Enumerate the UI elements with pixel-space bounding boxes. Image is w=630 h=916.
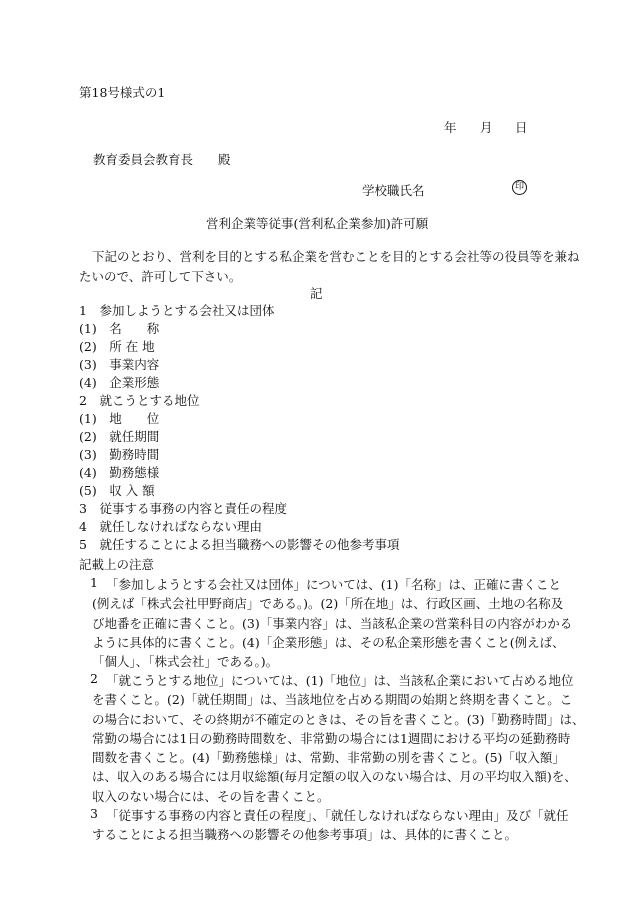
list-item: 4 就任しなければならない理由 bbox=[79, 519, 262, 534]
date-month: 月 bbox=[480, 120, 493, 135]
list-item: (5) 収 入 額 bbox=[79, 483, 155, 498]
list-item: (2) 就任期間 bbox=[79, 429, 160, 444]
note-line: 「参加しようとする会社又は団体」については、(1)「名称」は、正確に書くこと bbox=[106, 577, 561, 592]
intro-line: たいので、許可して下さい。 bbox=[79, 269, 242, 284]
list-item: (4) 勤務態様 bbox=[79, 465, 160, 480]
note-line: 常勤の場合には1日の勤務時間数を、非常勤の場合には1週間における平均の延勤務時 bbox=[92, 730, 571, 746]
list-item: (4) 企業形態 bbox=[79, 375, 160, 390]
intro-line: 下記のとおり、営利を目的とする私企業を営むことを目的とする会社等の役員等を兼ね bbox=[92, 249, 580, 264]
addressee: 教育委員会教育長 殿 bbox=[93, 152, 231, 167]
list-item: (2) 所 在 地 bbox=[79, 339, 155, 354]
list-item: (1) 地 位 bbox=[79, 411, 160, 426]
note-line: (例えば「株式会社甲野商店」である。)。(2)「所在地」は、行政区画、土地の名称及 bbox=[92, 596, 564, 612]
date-year: 年 bbox=[444, 120, 457, 135]
note-line: 収入のない場合には、その旨を書くこと。 bbox=[92, 788, 330, 804]
note-number: 1 bbox=[90, 575, 98, 590]
seal-mark: 印 bbox=[512, 180, 527, 195]
note-number: 3 bbox=[90, 806, 98, 821]
document-title: 営利企業等従事(営利私企業参加)許可願 bbox=[206, 216, 429, 231]
note-body bbox=[92, 575, 573, 671]
note-line: することによる担当職務への影響その他参考事項」は、具体的に書くこと。 bbox=[92, 827, 518, 843]
list-item: (1) 名 称 bbox=[79, 321, 160, 336]
applicant-label: 学校職氏名 bbox=[362, 183, 425, 198]
note-body bbox=[92, 806, 569, 845]
list-item: 5 就任することによる担当職務への影響その他参考事項 bbox=[79, 537, 400, 552]
list-item: 3 従事する事務の内容と責任の程度 bbox=[79, 501, 287, 516]
list-item: 2 就こうとする地位 bbox=[79, 393, 200, 408]
note-line: ように具体的に書くこと。(4)「企業形態」は、その私企業形態を書くこと(例えば、 bbox=[92, 634, 565, 650]
list-item: (3) 勤務時間 bbox=[79, 447, 160, 462]
note-line: の場合において、その終期が不確定のときは、その旨を書くこと。(3)「勤務時間」は、 bbox=[92, 711, 585, 727]
form-number: 第18号様式の1 bbox=[79, 85, 166, 100]
list-item: 1 参加しようとする会社又は団体 bbox=[79, 303, 275, 318]
list-item: (3) 事業内容 bbox=[79, 357, 160, 372]
date-day: 日 bbox=[515, 120, 528, 135]
note-line: び地番を正確に書くこと。(3)「事業内容」は、当該私企業の営業科目の内容がわかる bbox=[92, 615, 573, 631]
ki-heading: 記 bbox=[310, 286, 323, 301]
note-body bbox=[92, 671, 585, 806]
note-line: 「個人」、「株式会社」である。)。 bbox=[92, 654, 279, 670]
note-line: は、収入のある場合には月収総額(毎月定額の収入のない場合は、月の平均収入額)を、 bbox=[92, 769, 577, 785]
note-line: を書くこと。(2)「就任期間」は、当該地位を占める期間の始期と終期を書くこと。こ bbox=[92, 692, 573, 708]
note-line: 間数を書くこと。(4)「勤務態様」は、常勤、非常勤の別を書くこと。(5)「収入額」 bbox=[92, 750, 565, 766]
note-line: 「従事する事務の内容と責任の程度」、「就任しなければならない理由」及び「就任 bbox=[106, 808, 569, 823]
note-number: 2 bbox=[90, 671, 98, 686]
intro-paragraph bbox=[79, 247, 580, 287]
notes-heading: 記載上の注意 bbox=[79, 557, 155, 572]
note-line: 「就こうとする地位」については、(1)「地位」は、当該私企業において占める地位 bbox=[106, 673, 574, 688]
